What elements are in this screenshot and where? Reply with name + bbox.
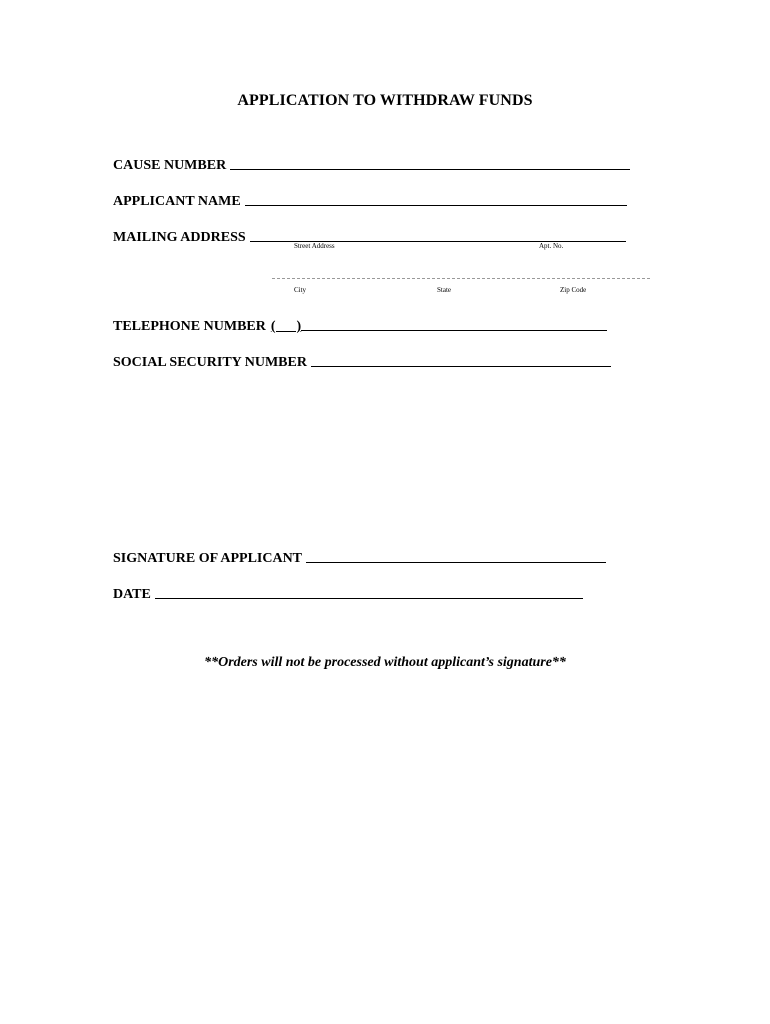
telephone-row [113,315,607,335]
ssn-field[interactable] [311,352,611,367]
telephone-field[interactable] [301,316,607,331]
street-address-caption: Street Address [294,242,335,250]
cause-number-field[interactable] [230,155,630,170]
ssn-label: SOCIAL SECURITY NUMBER [113,355,307,370]
signature-label: SIGNATURE OF APPLICANT [113,551,303,566]
apt-no-caption: Apt. No. [539,242,564,250]
date-field[interactable] [155,584,583,599]
signature-notice: **Orders will not be processed without applicant’s signature** [204,655,566,670]
telephone-label: TELEPHONE NUMBER [113,319,266,334]
date-label: DATE [113,587,151,602]
cause-number-label: CAUSE NUMBER [113,158,227,173]
applicant-name-field[interactable] [245,191,627,206]
telephone-area-code[interactable]: ( ) [270,319,302,334]
signature-field[interactable] [306,548,606,563]
zip-code-caption: Zip Code [560,286,587,294]
city-state-zip-field[interactable] [272,278,650,279]
mailing-address-label: MAILING ADDRESS [113,230,246,245]
applicant-name-label: APPLICANT NAME [113,194,241,209]
date-row [113,583,583,603]
ssn-row [113,351,611,371]
street-address-field[interactable] [250,227,626,242]
city-caption: City [294,286,307,294]
form-title: APPLICATION TO WITHDRAW FUNDS [237,92,533,109]
signature-row [113,547,606,567]
applicant-name-row [113,190,627,210]
cause-number-row [113,154,630,174]
state-caption: State [437,286,451,294]
